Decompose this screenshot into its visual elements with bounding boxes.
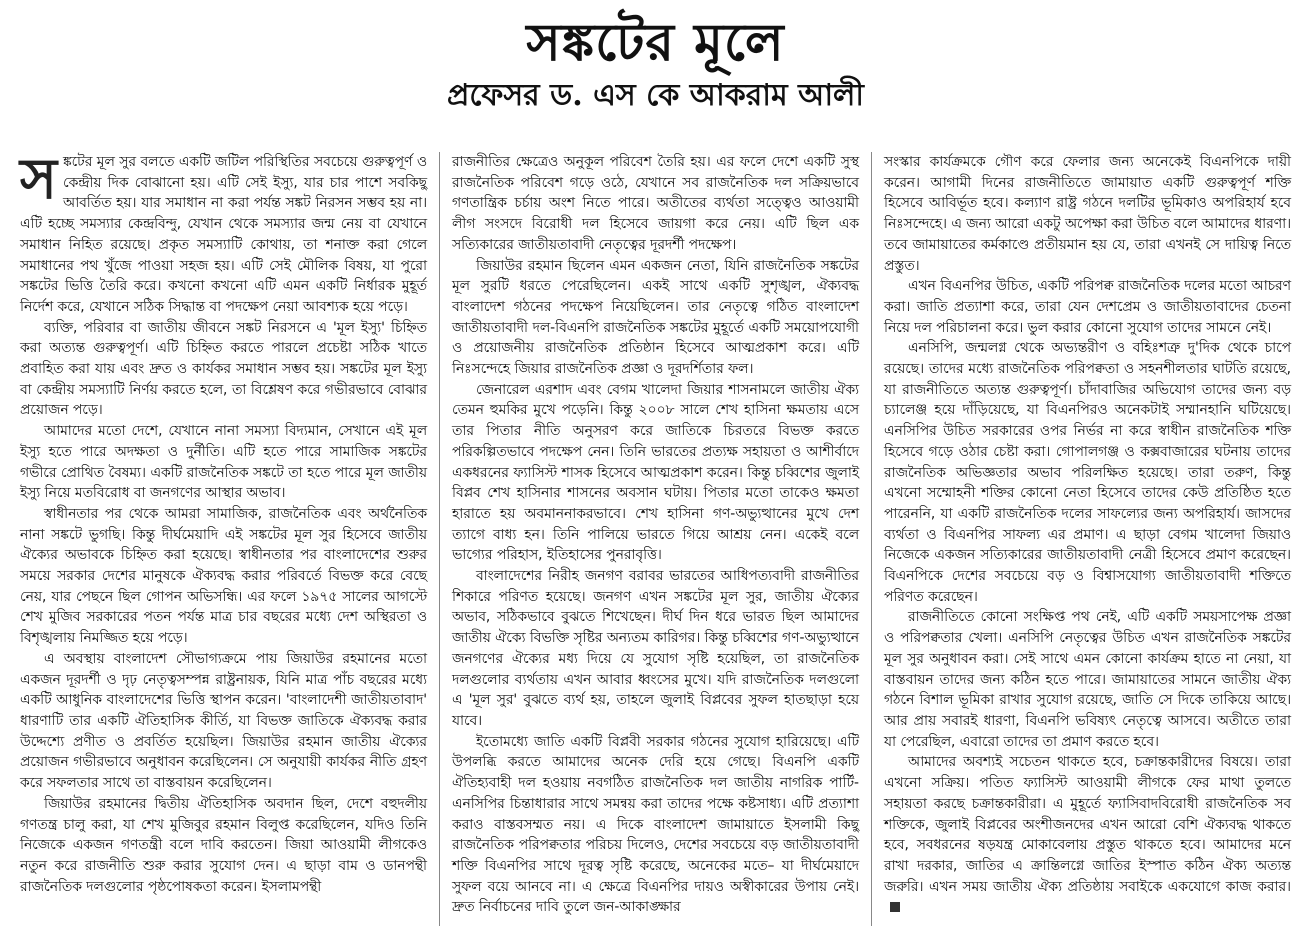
- paragraph: জেনারেল এরশাদ এবং বেগম খালেদা জিয়ার শাসনামলে জাতীয় ঐক্য তেমন হুমকির মুখে পড়েনি। কিন্তু ২০০৮ সালে শেখ হাসিনা ক্ষমতায় এসে তার পিতার নীতি অনুসরণ করে জাতিকে চিরতরে বিভক্ত করতে পরিকল্পিতভাবে পদক্ষেপ নেন। তিনি ভারতের প্রত্যক্ষ সহায়তা ও আশীর্বাদে একধরনের ফ্যাসিস্ট শাসক হিসেবে আত্মপ্রকাশ করেন। কিন্তু চব্বিশের জুলাই বিপ্লব শেখ হাসিনার শাসনের অবসান ঘটায়। পিতার মতো তাকেও ক্ষমতা হারাতে হয় অবমাননাকরভাবে। শেখ হাসিনা গণ-অভ্যুত্থানের মুখে দেশ ত্যাগে বাধ্য হন। তিনি পালিয়ে ভারতে গিয়ে আশ্রয় নেন। একেই বলে ভাগ্যের পরিহাস, ইতিহাসের পুনরাবৃত্তি।: [452, 381, 859, 564]
- paragraph: রাজনীতিতে কোনো সংক্ষিপ্ত পথ নেই, এটি একটি সময়সাপেক্ষ প্রজ্ঞা ও পরিপক্বতার খেলা। এনসিপি নেতৃত্বের উচিত এখন রাজনৈতিক সঙ্কটের মূল সুর অনুধাবন করা। সেই সাথে এমন কোনো কার্যক্রম হাতে না নেয়া, যা বাস্তবায়ন তাদের জন্য কঠিন হতে পারে। জামায়াতের সামনে জাতীয় ঐক্য গঠনে বিশাল ভূমিকা রাখার সুযোগ রয়েছে, জাতি সে দিকে তাকিয়ে আছে। আর প্রায় সবারই ধারণা, বিএনপি ভবিষ্যৎ নেতৃত্বে আসবে। অতীতে তারা যা পেরেছিল, এবারো তাদের তা প্রমাণ করতে হবে।: [884, 609, 1291, 750]
- paragraph: রাজনীতির ক্ষেত্রেও অনুকূল পরিবেশ তৈরি হয়। এর ফলে দেশে একটি সুস্থ রাজনৈতিক পরিবেশ গড়ে ওঠে, যেখানে সব রাজনৈতিক দল সক্রিয়ভাবে গণতান্ত্রিক চর্চায় অংশ নিতে পারে। অতীতের ব্যর্থতা সত্ত্বেও আওয়ামী লীগ সংসদে বিরোধী দল হিসেবে জায়গা করে নেয়। এটি ছিল এক সত্যিকারের জাতীয়তাবাদী নেতৃত্বের দূরদর্শী পদক্ষেপ।: [452, 154, 859, 253]
- article-body: [8, 152, 1303, 926]
- column-3: [871, 152, 1303, 926]
- paragraph: ইতোমধ্যে জাতি একটি বিপ্লবী সরকার গঠনের সুযোগ হারিয়েছে। এটি উপলব্ধি করতে আমাদের অনেক দেরি হয়ে গেছে। বিএনপি একটি ঐতিহ্যবাহী দল হওয়ায় নবগঠিত রাজনৈতিক দল জাতীয় নাগরিক পার্টি-এনসিপির চিন্তাধারার সাথে সমন্বয় করা তাদের পক্ষে কষ্টসাধ্য। এটি প্রত্যাশা করাও বাস্তবসম্মত নয়। এ দিকে বাংলাদেশ জামায়াতে ইসলামী কিছু রাজনৈতিক পরিপক্বতার পরিচয় দিলেও, দেশের সবচেয়ে বড় জাতীয়তাবাদী শক্তি বিএনপির সাথে দূরত্ব সৃষ্টি করেছে, অনেকের মতে– যা দীর্ঘমেয়াদে সুফল বয়ে আনবে না। এ ক্ষেত্রে বিএনপির দায়ও অস্বীকারের উপায় নেই। দ্রুত নির্বাচনের দাবি তুলে জন-আকাঙ্ক্ষার: [452, 733, 859, 916]
- paragraph: বাংলাদেশের নিরীহ জনগণ বরাবর ভারতের আধিপত্যবাদী রাজনীতির শিকারে পরিণত হয়েছে। জনগণ এখন সঙ্কটের মূল সুর, জাতীয় ঐক্যের অভাব, সঠিকভাবে বুঝতে শিখেছেন। দীর্ঘ দিন ধরে ভারত ছিল আমাদের জাতীয় ঐক্যে বিভক্তি সৃষ্টির অন্যতম কারিগর। কিন্তু চব্বিশের গণ-অভ্যুত্থানে জনগণের ঐক্যের মধ্য দিয়ে যে সুযোগ সৃষ্টি হয়েছিল, তা রাজনৈতিক দলগুলোর ব্যর্থতায় এখন আবার ধ্বংসের মুখে। যদি রাজনৈতিক দলগুলো এ 'মূল সুর' বুঝতে ব্যর্থ হয়, তাহলে জুলাই বিপ্লবের সুফল হাতছাড়া হয়ে যাবে।: [452, 568, 859, 729]
- column-1: [8, 152, 439, 926]
- paragraph: ঙ্কটের মূল সুর বলতে একটি জটিল পরিস্থিতির সবচেয়ে গুরুত্বপূর্ণ ও কেন্দ্রীয় দিক বোঝানো হয়। এটি সেই ইস্যু, যার চার পাশে সবকিছু আবর্তিত হয়। যার সমাধান না করা পর্যন্ত সঙ্কট নিরসন সম্ভব হয় না। এটি হচ্ছে সমস্যার কেন্দ্রবিন্দু, যেখান থেকে সমস্যার জন্ম নেয় বা যেখানে সমাধান নিহিত রয়েছে। প্রকৃত সমস্যাটি কোথায়, তা শনাক্ত করা গেলে সমাধানের পথ খুঁজে পাওয়া সহজ হয়। এটি সেই মৌলিক বিষয়, যা পুরো সঙ্কটের ভিত্তি তৈরি করে। কখনো কখনো এটি এমন একটি নির্ধারক মুহূর্ত নির্দেশ করে, যেখানে সঠিক সিদ্ধান্ত বা পদক্ষেপ নেয়া আবশ্যক হয়ে পড়ে।: [20, 154, 427, 315]
- paragraph-text: আমাদের অবশ্যই সচেতন থাকতে হবে, চক্রান্তকারীদের বিষয়ে। তারা এখনো সক্রিয়। পতিত ফ্যাসিস্ট আওয়ামী লীগকে ফের মাথা তুলতে সহায়তা করছে চক্রান্তকারীরা। এ মুহূর্তে ফ্যাসিবাদবিরোধী রাজনৈতিক সব শক্তিকে, জুলাই বিপ্লবের অংশীজনদের এখন আরো বেশি ঐক্যবদ্ধ থাকতে হবে, সবধরনের ষড়যন্ত্র মোকাবেলায় প্রস্তুত থাকতে হবে। আমাদের মনে রাখা দরকার, জাতির এ ক্রান্তিলগ্নে জাতির ইস্পাত কঠিন ঐক্য অত্যন্ত জরুরি। এখন সময় জাতীয় ঐক্য প্রতিষ্ঠায় সবাইকে একযোগে কাজ করার।: [884, 754, 1291, 895]
- column-2: [439, 152, 871, 926]
- end-mark-icon: [890, 902, 900, 912]
- paragraph: এনসিপি, জন্মলগ্ন থেকে অভ্যন্তরীণ ও বহিঃশত্রু দু'দিক থেকে চাপে রয়েছে। তাদের মধ্যে রাজনৈতিক পরিপক্বতা ও সহনশীলতার ঘাটতি রয়েছে, যা রাজনীতিতে অত্যন্ত গুরুত্বপূর্ণ। চাঁদাবাজির অভিযোগ তাদের জন্য বড় চ্যালেঞ্জ হয়ে দাঁড়িয়েছে, যা বিএনপিরও অনেকটাই সম্মানহানি ঘটিয়েছে। এনসিপির উচিত সরকারের ওপর নির্ভর না করে স্বাধীন রাজনৈতিক শক্তি হিসেবে গড়ে ওঠার চেষ্টা করা। গোপালগঞ্জ ও কক্সবাজারের ঘটনায় তাদের রাজনৈতিক অভিজ্ঞতার অভাব পরিলক্ষিত হয়েছে। তারা তরুণ, কিন্তু এখনো সম্মোহনী শক্তির কোনো নেতা হিসেবে তাদের কেউ প্রতিষ্ঠিত হতে পারেননি, যা একটি রাজনৈতিক দলের সাফল্যের জন্য অপরিহার্য। জাসদের ব্যর্থতা ও বিএনপির সাফল্য এর প্রমাণ। এ ছাড়া বেগম খালেদা জিয়াও নিজেকে একজন সত্যিকারের জাতীয়তাবাদী নেত্রী হিসেবে প্রমাণ করেছেন। বিএনপিকে দেশের সবচেয়ে বড় ও বিশ্বাসযোগ্য জাতীয়তাবাদী শক্তিতে পরিণত করেছেন।: [884, 340, 1291, 605]
- paragraph: জিয়াউর রহমান ছিলেন এমন একজন নেতা, যিনি রাজনৈতিক সঙ্কটের মূল সুরটি ধরতে পেরেছিলেন। একই সাথে একটি সুশৃঙ্খল, ঐক্যবদ্ধ বাংলাদেশ গঠনের পদক্ষেপ নিয়েছিলেন। তার নেতৃত্বে গঠিত বাংলাদেশ জাতীয়তাবাদী দল-বিএনপি রাজনৈতিক সঙ্কটের মুহূর্তে একটি সময়োপযোগী ও প্রয়োজনীয় রাজনৈতিক প্রতিষ্ঠান হিসেবে আত্মপ্রকাশ করে। এটি নিঃসন্দেহে জিয়ার রাজনৈতিক প্রজ্ঞা ও দূরদর্শিতার ফল।: [452, 257, 859, 378]
- paragraph: এখন বিএনপির উচিত, একটি পরিপক্ব রাজনৈতিক দলের মতো আচরণ করা। জাতি প্রত্যাশা করে, তারা যেন দেশপ্রেম ও জাতীয়তাবাদের চেতনা নিয়ে দল পরিচালনা করে। ভুল করার কোনো সুযোগ তাদের সামনে নেই।: [884, 278, 1291, 336]
- article-author: প্রফেসর ড. এস কে আকরাম আলী: [446, 78, 864, 113]
- paragraph: এ অবস্থায় বাংলাদেশ সৌভাগ্যক্রমে পায় জিয়াউর রহমানের মতো একজন দূরদর্শী ও দৃঢ় নেতৃত্বসম্পন্ন রাষ্ট্রনায়ক, যিনি মাত্র পাঁচ বছরের মধ্যে একটি আধুনিক বাংলাদেশের ভিত্তি স্থাপন করেন। 'বাংলাদেশী জাতীয়তাবাদ' ধারণাটি তার একটি ঐতিহাসিক কীর্তি, যা বিভক্ত জাতিকে ঐক্যবদ্ধ করার উদ্দেশ্যে প্রণীত ও প্রবর্তিত হয়েছিল। জিয়াউর রহমান জাতীয় ঐক্যের প্রয়োজন গভীরভাবে অনুধাবন করেছিলেন। সে অনুযায়ী কার্যকর নীতি গ্রহণ করে সফলতার সাথে তা বাস্তবায়ন করেছিলেন।: [20, 650, 427, 792]
- drop-cap: স: [20, 152, 57, 212]
- article-title: সঙ্কটের মূলে: [526, 12, 785, 73]
- paragraph: স্বাধীনতার পর থেকে আমরা সামাজিক, রাজনৈতিক এবং অর্থনৈতিক নানা সঙ্কটে ভুগছি। কিন্তু দীর্ঘমেয়াদি এই সঙ্কটের মূল সুর হিসেবে জাতীয় ঐক্যের অভাবকে চিহ্নিত করা হয়েছে। স্বাধীনতার পর বাংলাদেশের শুরুর সময়ে সরকার দেশের মানুষকে ঐক্যবদ্ধ করার পরিবর্তে বিভক্ত করে বেছে নেয়, যার পেছনে ছিল গোপন অভিসন্ধি। এর ফলে ১৯৭৫ সালের আগস্টে শেখ মুজিব সরকারের পতন পর্যন্ত মাত্র চার বছরের মধ্যে দেশ অস্থিরতা ও বিশৃঙ্খলায় নিমজ্জিত হয়ে পড়ে।: [20, 505, 427, 647]
- paragraph: ব্যক্তি, পরিবার বা জাতীয় জীবনে সঙ্কট নিরসনে এ 'মূল ইস্যু' চিহ্নিত করা অত্যন্ত গুরুত্বপূর্ণ। এটি চিহ্নিত করতে পারলে প্রচেষ্টা সঠিক খাতে প্রবাহিত করা যায় এবং দ্রুত ও কার্যকর সমাধান সম্ভব হয়। সঙ্কটের মূল ইস্যু বা কেন্দ্রীয় সমস্যাটি নির্ণয় করতে হলে, তা বিশ্লেষণ করে গভীরভাবে বোঝার প্রয়োজন পড়ে।: [20, 319, 427, 419]
- paragraph: আমাদের মতো দেশে, যেখানে নানা সমস্যা বিদ্যমান, সেখানে এই মূল ইস্যু হতে পারে অদক্ষতা ও দুর্নীতি। এটি হতে পারে সামাজিক সঙ্কটের গভীরে প্রোথিত বৈষম্য। একটি রাজনৈতিক সঙ্কটে তা হতে পারে মূল জাতীয় ইস্যু নিয়ে মতবিরোধ বা জনগণের আস্থার অভাব।: [20, 423, 427, 502]
- paragraph: জিয়াউর রহমানের দ্বিতীয় ঐতিহাসিক অবদান ছিল, দেশে বহুদলীয় গণতন্ত্র চালু করা, যা শেখ মুজিবুর রহমান বিলুপ্ত করেছিলেন, যদিও তিনি নিজেকে একজন গণতন্ত্রী বলে দাবি করতেন। জিয়া আওয়ামী লীগকেও নতুন করে রাজনীতি শুরু করার সুযোগ দেন। এ ছাড়া বাম ও ডানপন্থী রাজনৈতিক দলগুলোর পৃষ্ঠপোষকতা করেন। ইসলামপন্থী: [20, 795, 427, 895]
- paragraph-last: [884, 752, 1291, 918]
- paragraph: সংস্কার কার্যক্রমকে গৌণ করে ফেলার জন্য অনেকেই বিএনপিকে দায়ী করেন। আগামী দিনের রাজনীতিতে জামায়াত একটি গুরুত্বপূর্ণ শক্তি হিসেবে আবির্ভূত হবে। কল্যাণ রাষ্ট্র গঠনে দলটির ভূমিকাও অপরিহার্য হবে নিঃসন্দেহে। এ জন্য আরো একটু অপেক্ষা করা উচিত বলে আমাদের ধারণা। তবে জামায়াতের কর্মকাণ্ডে প্রতীয়মান হয় যে, তারা এখনই সে দায়িত্ব নিতে প্রস্তুত।: [884, 154, 1291, 274]
